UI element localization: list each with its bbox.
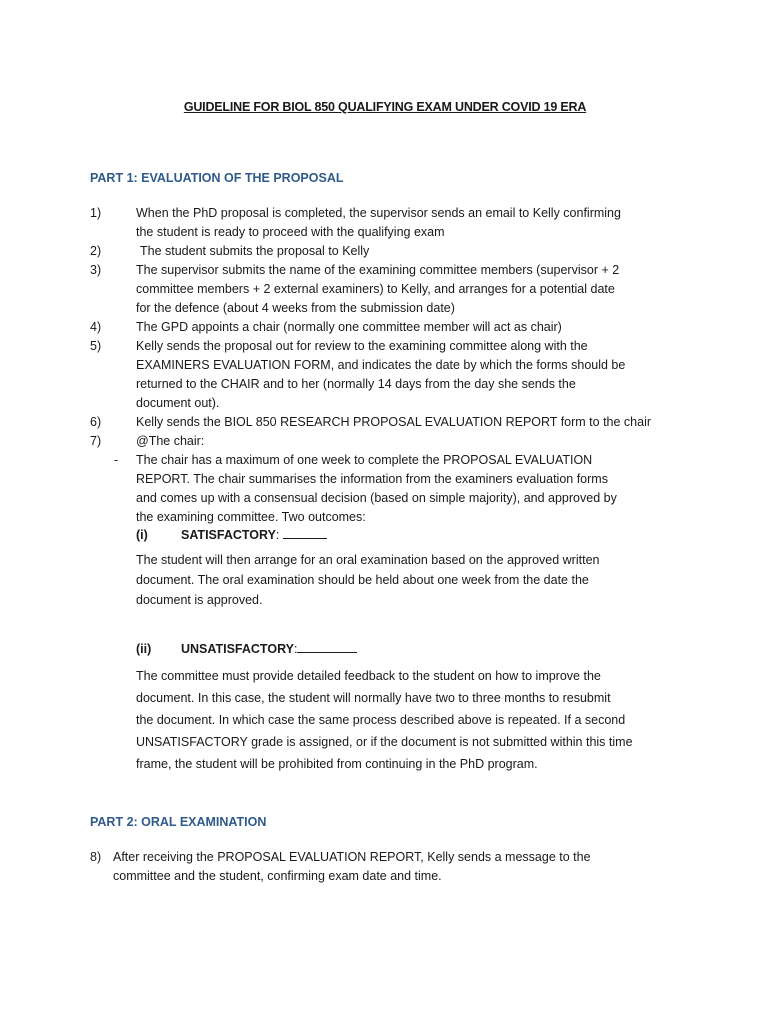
item-line: The student will then arrange for an oral examination based on the approved written — [136, 553, 600, 567]
part1-heading: PART 1: EVALUATION OF THE PROPOSAL — [90, 171, 344, 185]
list-item — [136, 204, 681, 242]
item-number: 5) — [90, 339, 102, 353]
list-item — [113, 848, 658, 886]
item-number: 1) — [90, 206, 102, 220]
item-line: Kelly sends the BIOL 850 RESEARCH PROPOSAL EVALUATION REPORT form to the chair — [136, 415, 652, 429]
item-line: The chair has a maximum of one week to complete the PROPOSAL EVALUATION — [136, 453, 593, 467]
outcome-2-text — [136, 665, 696, 775]
list-item — [136, 413, 681, 432]
item-line: the document. In which case the same process described above is repeated. If a second — [136, 713, 626, 727]
item-line: REPORT. The chair summarises the information from the examiners evaluation forms — [136, 472, 608, 486]
item-line: returned to the CHAIR and to her (normally 14 days from the day she sends the — [136, 377, 576, 391]
item-line: and comes up with a consensual decision (based on simple majority), and approved by — [136, 491, 617, 505]
item-line: frame, the student will be prohibited from continuing in the PhD program. — [136, 757, 538, 771]
outcome-2-label-row — [181, 640, 357, 659]
item-line: committee members + 2 external examiners) to Kelly, and arranges for a potential date — [136, 282, 615, 296]
outcome-1-label: SATISFACTORY — [181, 528, 276, 542]
item-number: 3) — [90, 263, 102, 277]
list-item — [136, 432, 681, 451]
outcome-2-colon: : — [293, 642, 298, 656]
outcome-2-blank-line — [297, 641, 357, 653]
item-line: the student is ready to proceed with the qualifying exam — [136, 225, 445, 239]
item-number: 4) — [90, 320, 102, 334]
item-line: committee and the student, confirming exam date and time. — [113, 869, 442, 883]
item-line: document out). — [136, 396, 220, 410]
item-number: 6) — [90, 415, 102, 429]
item-line: UNSATISFACTORY grade is assigned, or if the document is not submitted within this time — [136, 735, 633, 749]
outcome-1-text — [136, 550, 681, 610]
item-line: the examining committee. Two outcomes: — [136, 510, 366, 524]
item-line: @The chair: — [136, 434, 205, 448]
item-line: The GPD appoints a chair (normally one committee member will act as chair) — [136, 320, 562, 334]
part2-heading: PART 2: ORAL EXAMINATION — [90, 815, 267, 829]
item-line: document. The oral examination should be held about one week from the date the — [136, 573, 589, 587]
item-number: 2) — [90, 244, 102, 258]
item-line: for the defence (about 4 weeks from the submission date) — [136, 301, 455, 315]
item-line: The student submits the proposal to Kelly — [140, 244, 370, 258]
dash-bullet: - — [114, 453, 119, 467]
dash-item — [136, 451, 681, 527]
document-title: GUIDELINE FOR BIOL 850 QUALIFYING EXAM UNDER COVID 19 ERA — [183, 100, 587, 114]
outcome-1-colon: : — [275, 528, 280, 542]
item-number: 8) — [90, 850, 102, 864]
list-item — [136, 261, 681, 318]
item-number: 7) — [90, 434, 102, 448]
list-item — [140, 242, 685, 261]
list-item — [136, 318, 681, 337]
item-line: Kelly sends the proposal out for review to the examining committee along with the — [136, 339, 588, 353]
outcome-2-number: (ii) — [136, 642, 152, 656]
item-line: document. In this case, the student will normally have two to three months to resubmit — [136, 691, 611, 705]
item-line: The committee must provide detailed feedback to the student on how to improve the — [136, 669, 601, 683]
item-line: When the PhD proposal is completed, the supervisor sends an email to Kelly confirming — [136, 206, 621, 220]
outcome-1-number: (i) — [136, 528, 148, 542]
list-item — [136, 337, 681, 413]
item-line: EXAMINERS EVALUATION FORM, and indicates the date by which the forms should be — [136, 358, 626, 372]
outcome-2-label: UNSATISFACTORY — [181, 642, 294, 656]
item-line: The supervisor submits the name of the examining committee members (supervisor + 2 — [136, 263, 620, 277]
outcome-1-blank-line — [283, 527, 327, 539]
item-line: After receiving the PROPOSAL EVALUATION REPORT, Kelly sends a message to the — [113, 850, 591, 864]
item-line: document is approved. — [136, 593, 263, 607]
outcome-1-label-row — [181, 526, 327, 545]
